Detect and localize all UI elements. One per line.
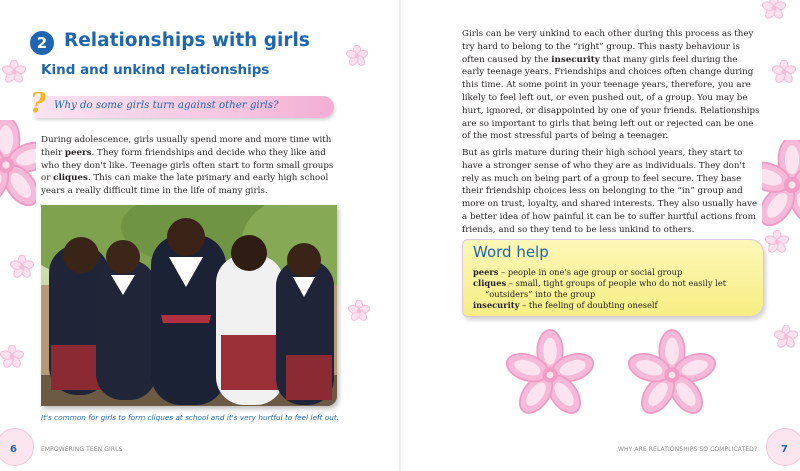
section-title: Kind and unkind relationships	[41, 62, 270, 78]
glossary-term-cliques: cliques	[53, 173, 88, 184]
word-help-entry	[473, 300, 658, 310]
decorative-flower-icon	[0, 120, 36, 210]
word-help-entry	[473, 278, 726, 288]
word-help-term: insecurity	[473, 300, 520, 310]
glossary-term-peers: peers	[64, 147, 92, 158]
word-help-definition: “outsiders” into the group	[485, 289, 596, 299]
word-help-term: cliques	[473, 278, 507, 288]
decorative-flower-icon	[765, 230, 789, 254]
decorative-flower-icon	[10, 255, 34, 279]
paragraph-text: that many girls feel during the early teenage years. Friendships and choices often change during this time. At some point in your teenage years, therefore, you are likely to feel left out, or even pushed out, of a group. You may be hurt, ignored, or disappointed by one of your friends. Relationships are so important to girls that being left out or rejected can be one of the most stressful parts of being a teenager.	[462, 54, 760, 142]
word-help-entry	[473, 267, 682, 277]
word-help-term: peers	[473, 267, 499, 277]
body-paragraph: But as girls mature during their high school years, they start to have a stronger sense of who they are as individuals. They don't rely as much on being part of a group to feel secure. They base their friendship choices less on belonging to the “in” group and more on trust, loyalty, and shared interests. They also usually have a better idea of how painful it can be to suffer hurtful actions from friends, and so they tend to be less unkind to others.	[462, 148, 758, 235]
page-number: 6	[10, 444, 17, 455]
decorative-flower-icon	[762, 140, 800, 230]
word-help-entry	[485, 289, 595, 299]
paragraph-text: . They form friendships and decide who they like and who they don't like. Teenage girls often start to form small groups or	[41, 147, 334, 184]
paragraph-text: During adolescence, girls usually spend more and more time with their	[41, 135, 332, 158]
decorative-flower-icon	[348, 300, 370, 322]
photo-illustration	[41, 205, 337, 406]
decorative-flower-icon	[500, 325, 600, 425]
schoolgirls-photo	[41, 205, 337, 406]
decorative-flower-icon	[762, 0, 786, 20]
photo-caption: It's common for girls to form cliques at school and it's very hurtful to feel left out.	[41, 413, 340, 422]
chapter-title: Relationships with girls	[64, 30, 310, 51]
word-help-title: Word help	[473, 243, 549, 261]
glossary-term-insecurity: insecurity	[551, 54, 600, 65]
paragraph-text: . This can make the late primary and early high school years a really difficult time in the life of many girls.	[41, 173, 329, 197]
page-number: 7	[781, 444, 788, 455]
word-help-definition: – the feeling of doubting oneself	[519, 300, 658, 310]
page-number-circle	[0, 428, 34, 466]
question-text: Why do some girls turn against other girls?	[54, 100, 279, 111]
body-paragraph	[41, 134, 341, 198]
decorative-flower-icon	[772, 60, 796, 84]
body-paragraph	[462, 28, 762, 143]
decorative-flower-icon	[346, 45, 368, 67]
decorative-flower-icon	[622, 325, 722, 425]
chapter-number-badge: 2	[30, 31, 54, 55]
decorative-flower-icon	[2, 60, 26, 84]
word-help-definition: – small, tight groups of people who do not easily let	[506, 278, 727, 288]
word-help-definition: – people in one's age group or social group	[498, 267, 683, 277]
question-banner	[30, 88, 334, 119]
word-help-box	[462, 239, 764, 317]
decorative-flower-icon	[0, 345, 24, 369]
running-head: EMPOWERING TEEN GIRLS	[41, 446, 123, 453]
question-mark-icon: ?	[30, 88, 46, 119]
right-page	[400, 0, 800, 471]
decorative-flower-icon	[774, 325, 798, 349]
running-head: WHY ARE RELATIONSHIPS SO COMPLICATED?	[618, 446, 758, 453]
paragraph-text: Girls can be very unkind to each other during this process as they try hard to belong to the “right” group. This nasty behaviour is often caused by the	[462, 29, 754, 65]
